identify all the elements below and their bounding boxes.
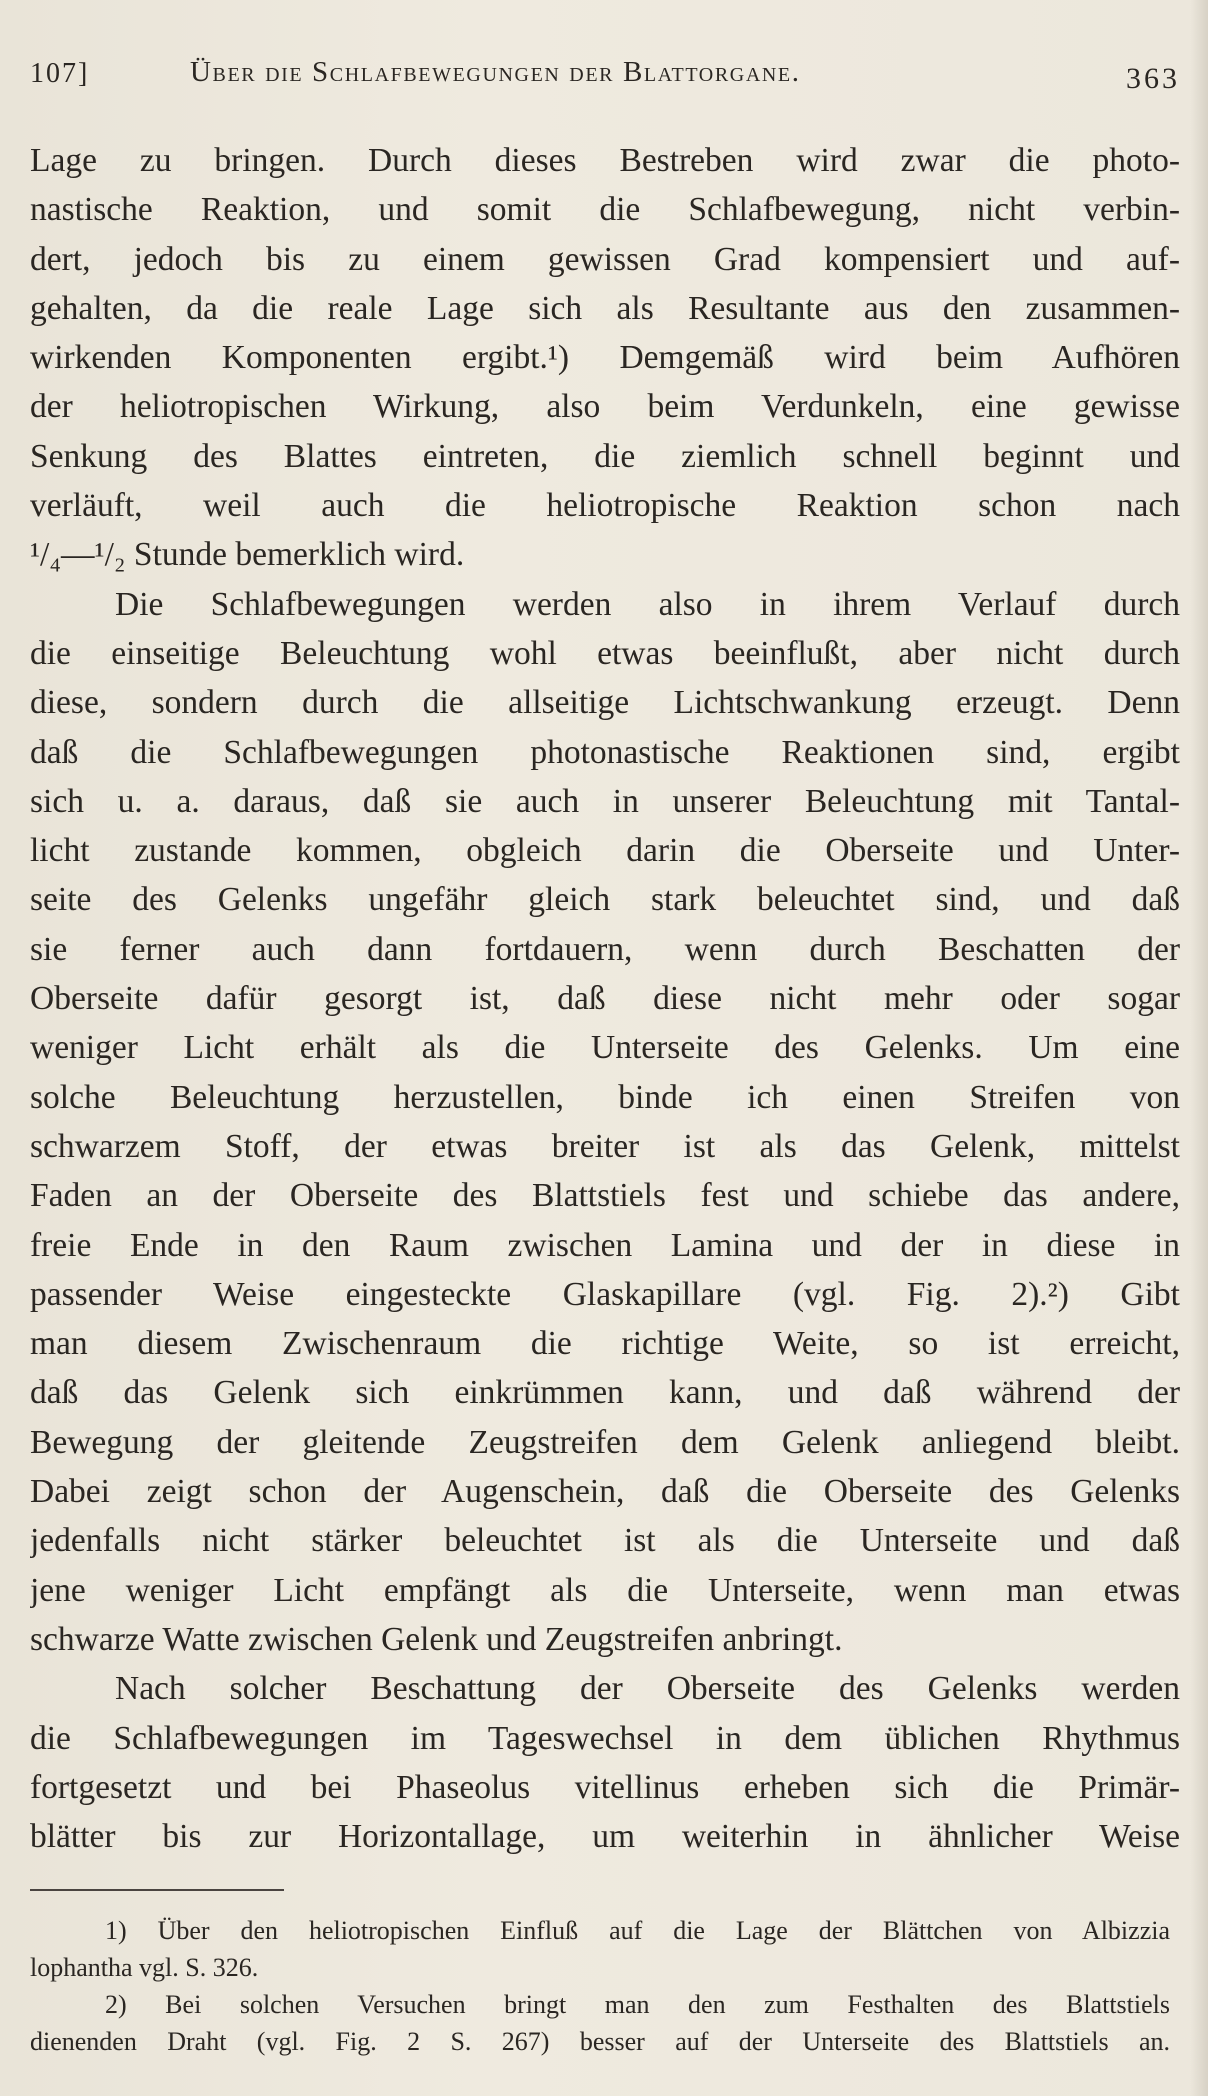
text-line: solche Beleuchtung herzustellen, binde ich einen Streifen von [30,1078,1180,1116]
page-number-right: 363 [1126,62,1180,95]
text-line: man diesem Zwischenraum die richtige Weite, so ist erreicht, [30,1325,1180,1363]
text-line: diese, sondern durch die allseitige Lichtschwankung erzeugt. Denn [30,684,1180,722]
text-line: weniger Licht erhält als die Unterseite des Gelenks. Um eine [30,1029,1180,1067]
text-line: dert, jedoch bis zu einem gewissen Grad kompensiert und auf- [30,240,1180,278]
text-line: Bewegung der gleitende Zeugstreifen dem Gelenk anliegend bleibt. [30,1423,1180,1461]
text-line: Faden an der Oberseite des Blattstiels fest und schiebe das andere, [30,1177,1180,1215]
text-line: Dabei zeigt schon der Augenschein, daß die Oberseite des Gelenks [30,1473,1180,1511]
footnotes [30,1912,1170,2060]
text-line: gehalten, da die reale Lage sich als Resultante aus den zusammen- [30,289,1180,327]
text-line: Lage zu bringen. Durch dieses Bestreben wird zwar die photo- [30,142,1180,179]
text-line: nastische Reaktion, und somit die Schlafbewegung, nicht verbin- [30,191,1180,229]
footnote-line: 1) Über den heliotropischen Einfluß auf die Lage der Blättchen von Albizzia [105,1916,1170,1945]
text-line: Senkung des Blattes eintreten, die ziemlich schnell beginnt und [30,437,1180,475]
footnote-divider [30,1889,284,1891]
text-line: freie Ende in den Raum zwischen Lamina und der in diese in [30,1226,1180,1264]
text-line: wirkenden Komponenten ergibt.¹) Demgemäß wird beim Aufhören [30,339,1180,377]
page-edge-shadow [1190,0,1208,2096]
footnote-line: 2) Bei solchen Versuchen bringt man den zum Festhalten des Blattstiels [105,1990,1170,2019]
text-line: schwarzem Stoff, der etwas breiter ist als das Gelenk, mittelst [30,1127,1180,1165]
text-line: licht zustande kommen, obgleich darin die Oberseite und Unter- [30,832,1180,870]
text-line: daß die Schlafbewegungen photonastische Reaktionen sind, ergibt [30,733,1180,771]
body-text [30,136,1180,1861]
text-line: Die Schlafbewegungen werden also in ihrem Verlauf durch [115,585,1180,623]
text-line: verläuft, weil auch die heliotropische Reaktion schon nach [30,487,1180,525]
footnote-line: dienenden Draht (vgl. Fig. 2 S. 267) besser auf der Unterseite des Blattstiels an. [30,2027,1170,2056]
footnote-line: lophantha vgl. S. 326. [30,1953,259,1982]
page-number-left: 107] [30,58,90,89]
text-line: sie ferner auch dann fortdauern, wenn durch Beschatten der [30,930,1180,968]
running-header [30,54,1180,94]
text-line: fortgesetzt und bei Phaseolus vitellinus erheben sich die Primär- [30,1768,1180,1806]
text-line: passender Weise eingesteckte Glaskapillare (vgl. Fig. 2).²) Gibt [30,1275,1180,1313]
running-title: Über die Schlafbewegungen der Blattorgane. [190,56,801,88]
text-line: Oberseite dafür gesorgt ist, daß diese nicht mehr oder sogar [30,980,1180,1018]
text-line: blätter bis zur Horizontallage, um weiterhin in ähnlicher Weise [30,1818,1180,1856]
text-line: der heliotropischen Wirkung, also beim Verdunkeln, eine gewisse [30,388,1180,426]
text-line: Nach solcher Beschattung der Oberseite des Gelenks werden [115,1670,1180,1708]
text-line: sich u. a. daraus, daß sie auch in unserer Beleuchtung mit Tantal- [30,782,1180,820]
text-line: jedenfalls nicht stärker beleuchtet ist als die Unterseite und daß [30,1522,1180,1560]
text-line: die einseitige Beleuchtung wohl etwas beeinflußt, aber nicht durch [30,634,1180,672]
text-line: die Schlafbewegungen im Tageswechsel in dem üblichen Rhythmus [30,1719,1180,1757]
text-line: daß das Gelenk sich einkrümmen kann, und daß während der [30,1374,1180,1412]
text-line: seite des Gelenks ungefähr gleich stark beleuchtet sind, und daß [30,881,1180,919]
text-line: jene weniger Licht empfängt als die Unterseite, wenn man etwas [30,1571,1180,1609]
text-line: ¹/₄—¹/₂ Stunde bemerklich wird. [30,536,465,574]
text-line: schwarze Watte zwischen Gelenk und Zeugstreifen anbringt. [30,1620,843,1658]
